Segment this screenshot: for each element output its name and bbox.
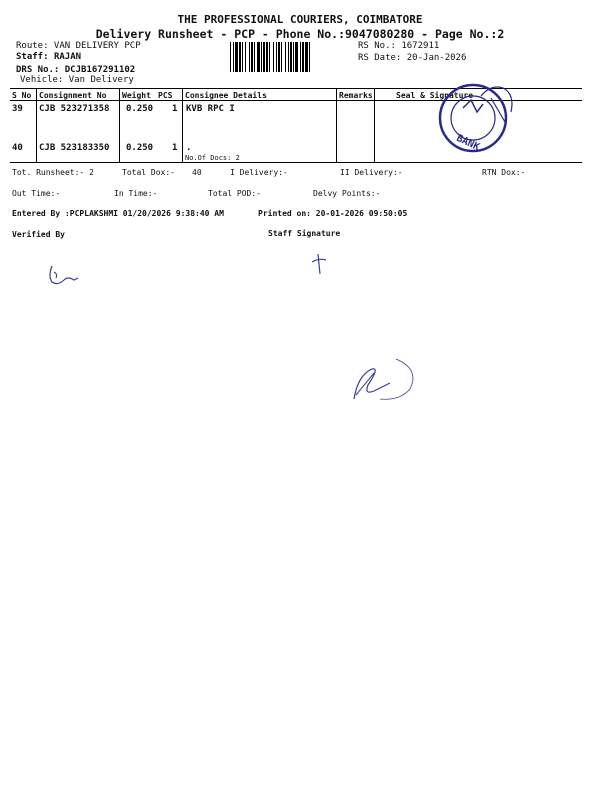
staff-text — [16, 52, 81, 62]
company-title: THE PROFESSIONAL COURIERS, COIMBATORE — [177, 13, 423, 26]
header-weight: Weight — [122, 91, 151, 100]
row-consignment: CJB 523271358 — [39, 104, 110, 114]
barcode-image — [230, 42, 353, 72]
total-dox-value: 40 — [192, 168, 202, 177]
row-consignee: KVB RPC I — [186, 104, 235, 114]
header-seal: Seal & Signature — [396, 91, 474, 100]
row-pcs: 1 — [172, 104, 178, 114]
header-consignment: Consignment No — [39, 91, 107, 100]
ii-delivery: II Delivery:- — [340, 168, 403, 177]
stamp-text: BANK — [454, 132, 482, 154]
total-pod: Total POD:- — [208, 189, 261, 198]
row-weight: 0.250 — [126, 104, 154, 114]
out-time: Out Time:- — [12, 189, 61, 198]
verified-by: Verified By — [12, 230, 65, 239]
staff-label: Staff: — [16, 52, 54, 62]
header-sno: S No — [12, 91, 32, 100]
col-divider — [182, 88, 183, 162]
printed-on: Printed on: 20-01-2026 09:50:05 — [258, 209, 408, 218]
runsheet-subtitle: Delivery Runsheet - PCP - Phone No.:9047080280 - Page No.:2 — [95, 27, 505, 41]
header-pcs: PCS — [158, 91, 173, 100]
in-time: In Time:- — [114, 189, 158, 198]
entered-by: Entered By :PCPLAKSHMI 01/20/2026 9:38:40 AM — [12, 209, 224, 218]
row-weight: 0.250 — [126, 143, 154, 153]
row-sno: 39 — [12, 104, 23, 114]
delvy-points: Delvy Points:- — [313, 189, 381, 198]
row-pcs: 1 — [172, 143, 178, 153]
route-text: Route: VAN DELIVERY PCP — [16, 41, 141, 51]
tot-runsheet: Tot. Runsheet:- 2 — [12, 168, 94, 177]
col-divider — [119, 88, 120, 162]
i-delivery: I Delivery:- — [230, 168, 288, 177]
row-sno: 40 — [12, 143, 23, 153]
col-divider — [36, 88, 37, 162]
staff-value: RAJAN — [53, 52, 82, 62]
row-consignment: CJB 523183350 — [39, 143, 110, 153]
verified-signature — [44, 262, 84, 288]
col-divider — [336, 88, 337, 162]
bank-stamp — [433, 78, 528, 160]
rtn-dox: RTN Dox:- — [482, 168, 526, 177]
total-dox-label: Total Dox:- — [122, 168, 175, 177]
col-divider — [374, 88, 375, 162]
vehicle-text: Vehicle: Van Delivery — [20, 75, 134, 85]
row-consignee: . — [186, 143, 192, 153]
receiver-signature — [350, 355, 425, 405]
drs-number: DRS No.: DCJB167291102 — [16, 65, 136, 75]
staff-signature-label: Staff Signature — [268, 229, 341, 238]
header-remarks: Remarks — [339, 91, 373, 100]
staff-signature-mark — [308, 252, 330, 276]
table-bottom-border — [10, 162, 582, 163]
rs-number: RS No.: 1672911 — [358, 41, 440, 51]
docs-count-note: No.Of Docs: 2 — [185, 154, 240, 162]
header-consignee: Consignee Details — [185, 91, 267, 100]
rs-date: RS Date: 20-Jan-2026 — [358, 53, 467, 63]
